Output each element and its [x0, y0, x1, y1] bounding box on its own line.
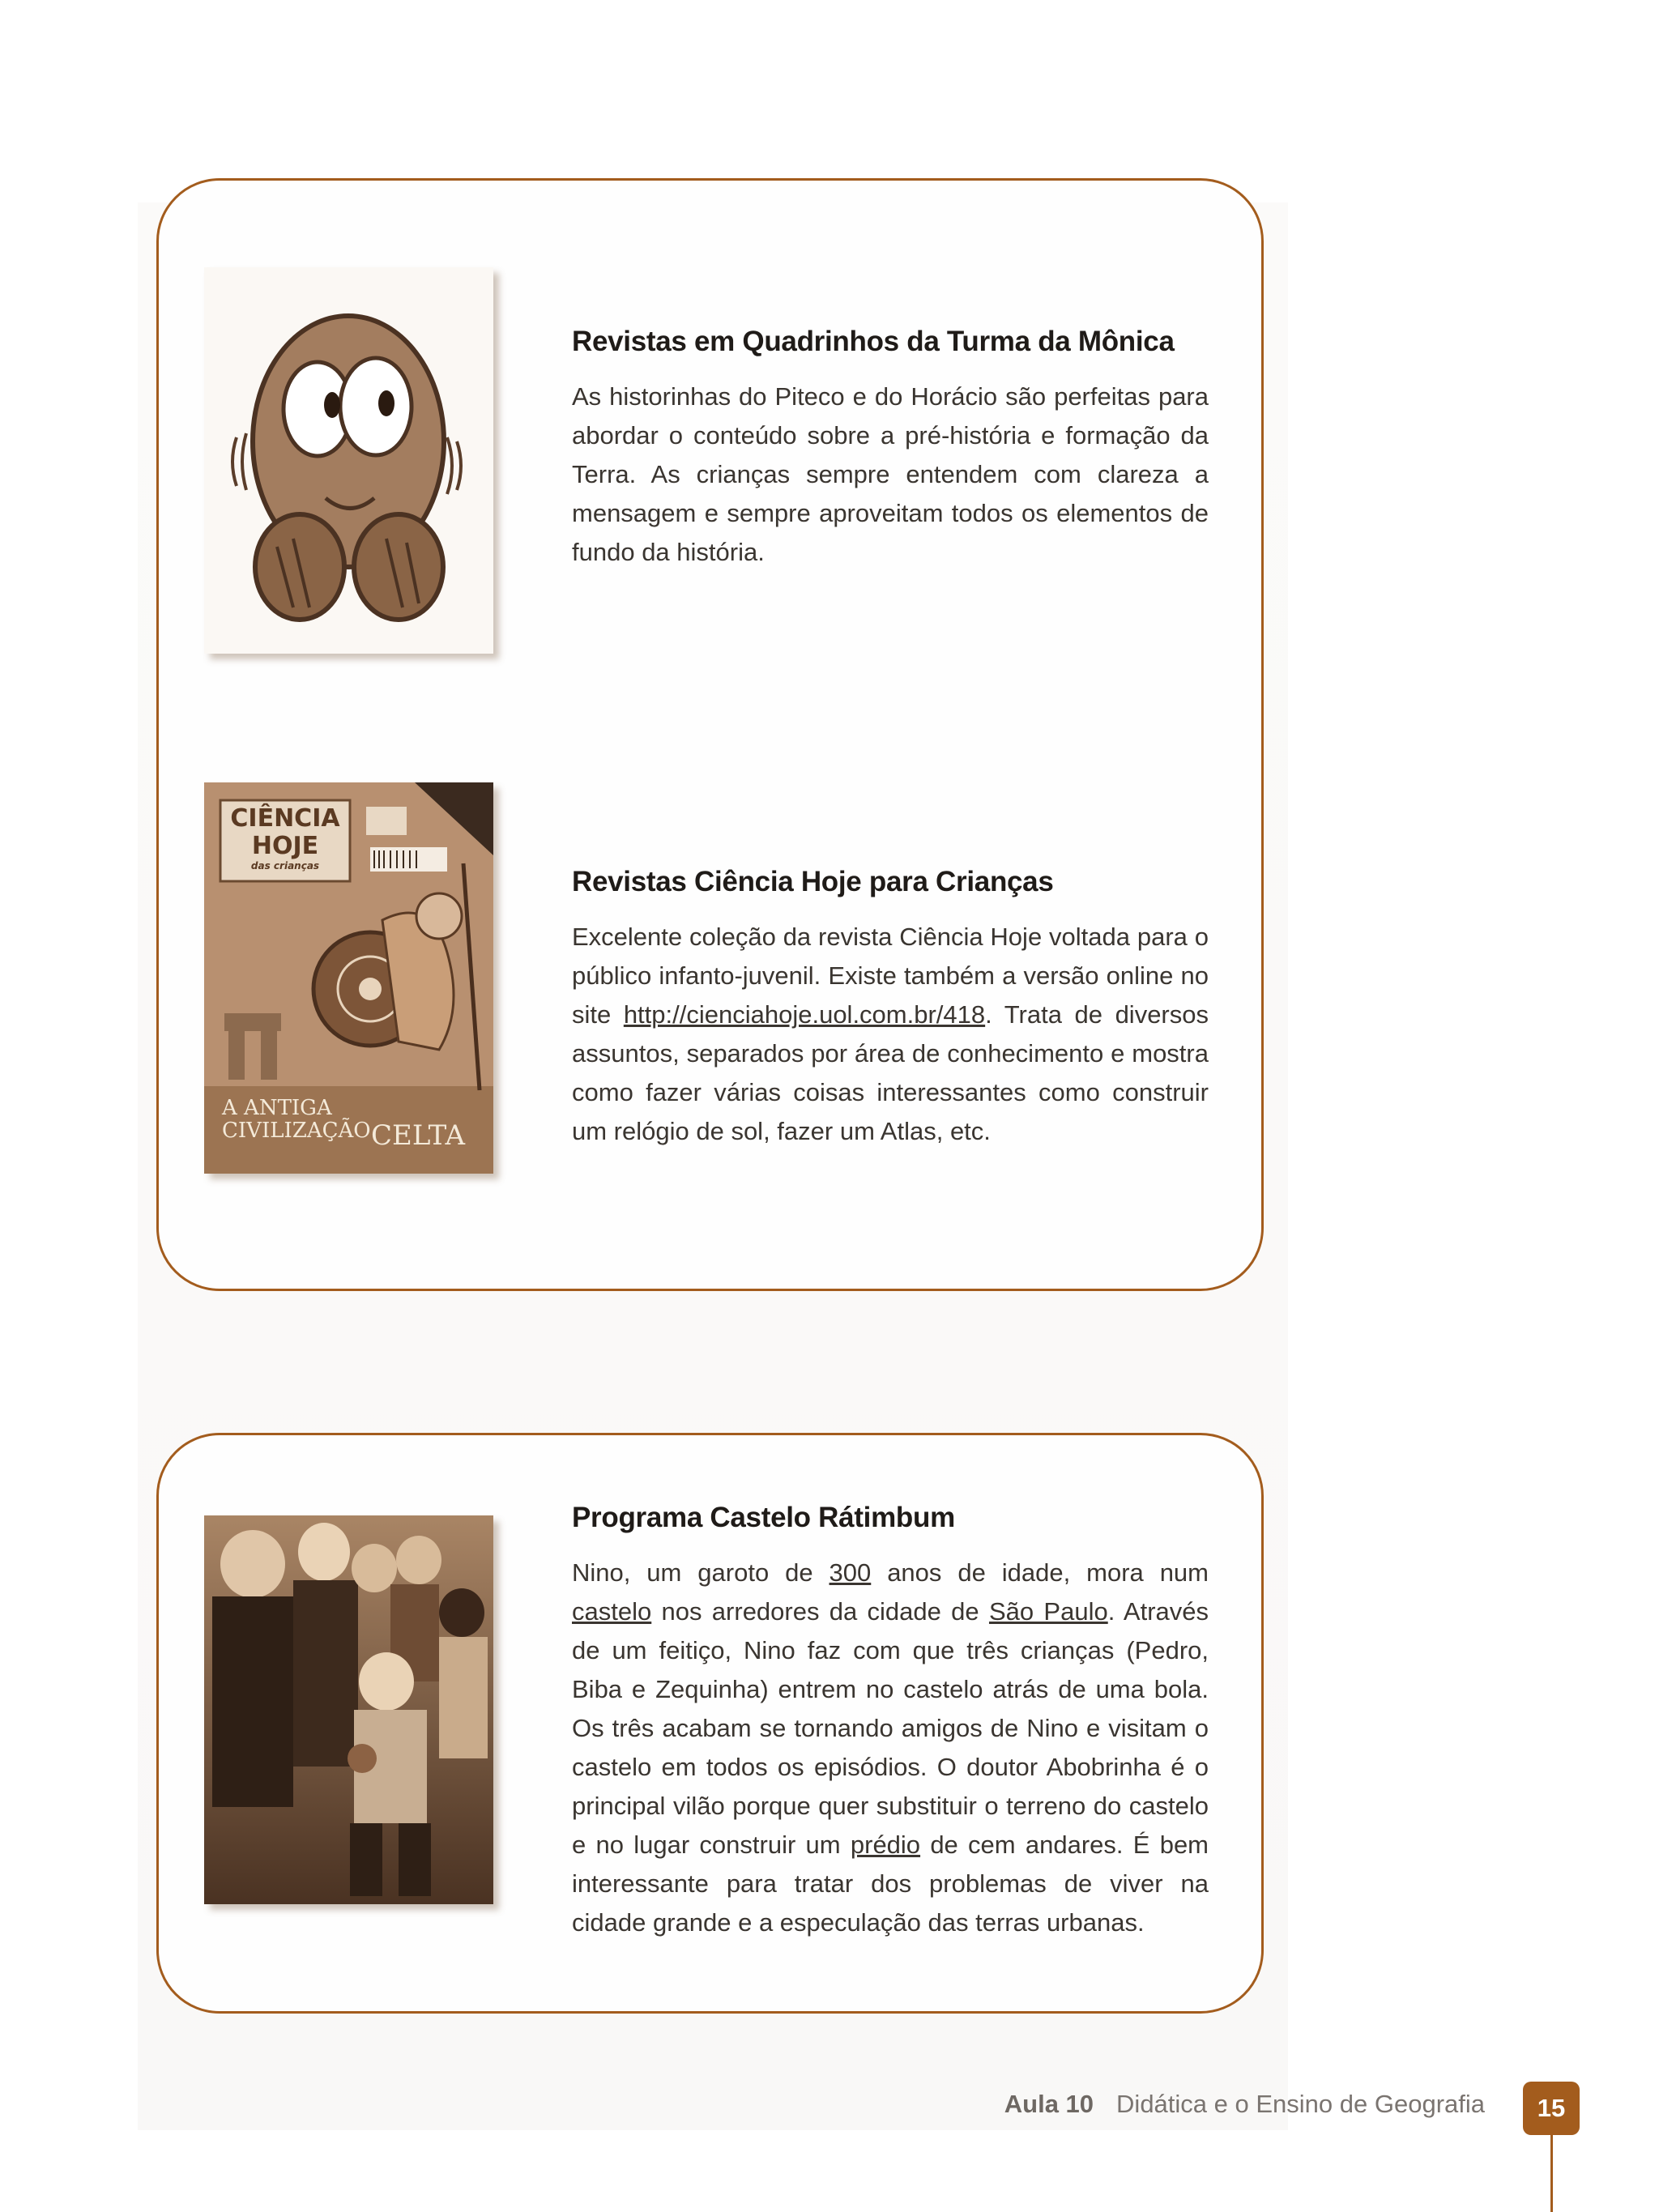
magazine-headline: A ANTIGA CIVILIZAÇÃO CELTA [222, 1096, 465, 1152]
entry-comics [572, 322, 1209, 572]
entry-tv-program [572, 1498, 1209, 1942]
entry-science-magazine [572, 863, 1209, 1151]
entry-description: Excelente coleção da revista Ciência Hoje voltada para o público infanto-juvenil. Existe também a versão online no site http://cienciahoje.uol.com.br/418. Trata de diversos assuntos, separados por área de conhecimento e mostra como fazer várias coisas interessantes como construir um relógio de sol, fazer um Atlas, etc. [572, 923, 1209, 1145]
link-sao-paulo[interactable]: São Paulo [988, 1597, 1108, 1626]
magazine-logo: CIÊNCIA HOJE das crianças [230, 804, 340, 872]
page-number-rule [1550, 2135, 1553, 2212]
tv-cast-photo [204, 1515, 493, 1904]
page-number: 15 [1523, 2082, 1580, 2135]
link-300[interactable]: 300 [829, 1558, 872, 1587]
entry-title: Revistas em Quadrinhos da Turma da Mônica [572, 326, 1175, 357]
link-castelo[interactable]: castelo [572, 1597, 652, 1626]
entry-description: Nino, um garoto de 300 anos de idade, mora num castelo nos arredores da cidade de São Paulo. Através de um feitiço, Nino faz com que três crianças (Pedro, Biba e Zequinha) entrem no castelo atrás de uma bola. Os três acabam se tornando amigos de Nino e visitam o castelo em todos os episódios. O doutor Abobrinha é o principal vilão porque quer substituir o terreno do castelo e no lugar construir um prédio de cem andares. É bem interessante para tratar dos problemas de viver na cidade grande e a especulação das terras urbanas. [572, 1558, 1209, 1937]
link-predio[interactable]: prédio [850, 1831, 921, 1859]
page-footer [1004, 2090, 1485, 2119]
course-title: Didática e o Ensino de Geografia [1116, 2090, 1485, 2118]
site-link[interactable]: http://cienciahoje.uol.com.br/418 [623, 1000, 986, 1029]
entry-description: As historinhas do Piteco e do Horácio são perfeitas para abordar o conteúdo sobre a pré-história e formação da Terra. As crianças sempre entendem com clareza a mensagem e sempre aproveitam todos os elementos de fundo da história. [572, 382, 1209, 566]
magazine-cover-image [204, 782, 493, 1174]
comic-character-image [204, 267, 493, 654]
entry-title: Revistas Ciência Hoje para Crianças [572, 866, 1054, 897]
lesson-label: Aula 10 [1004, 2090, 1094, 2118]
entry-title: Programa Castelo Rátimbum [572, 1502, 955, 1533]
